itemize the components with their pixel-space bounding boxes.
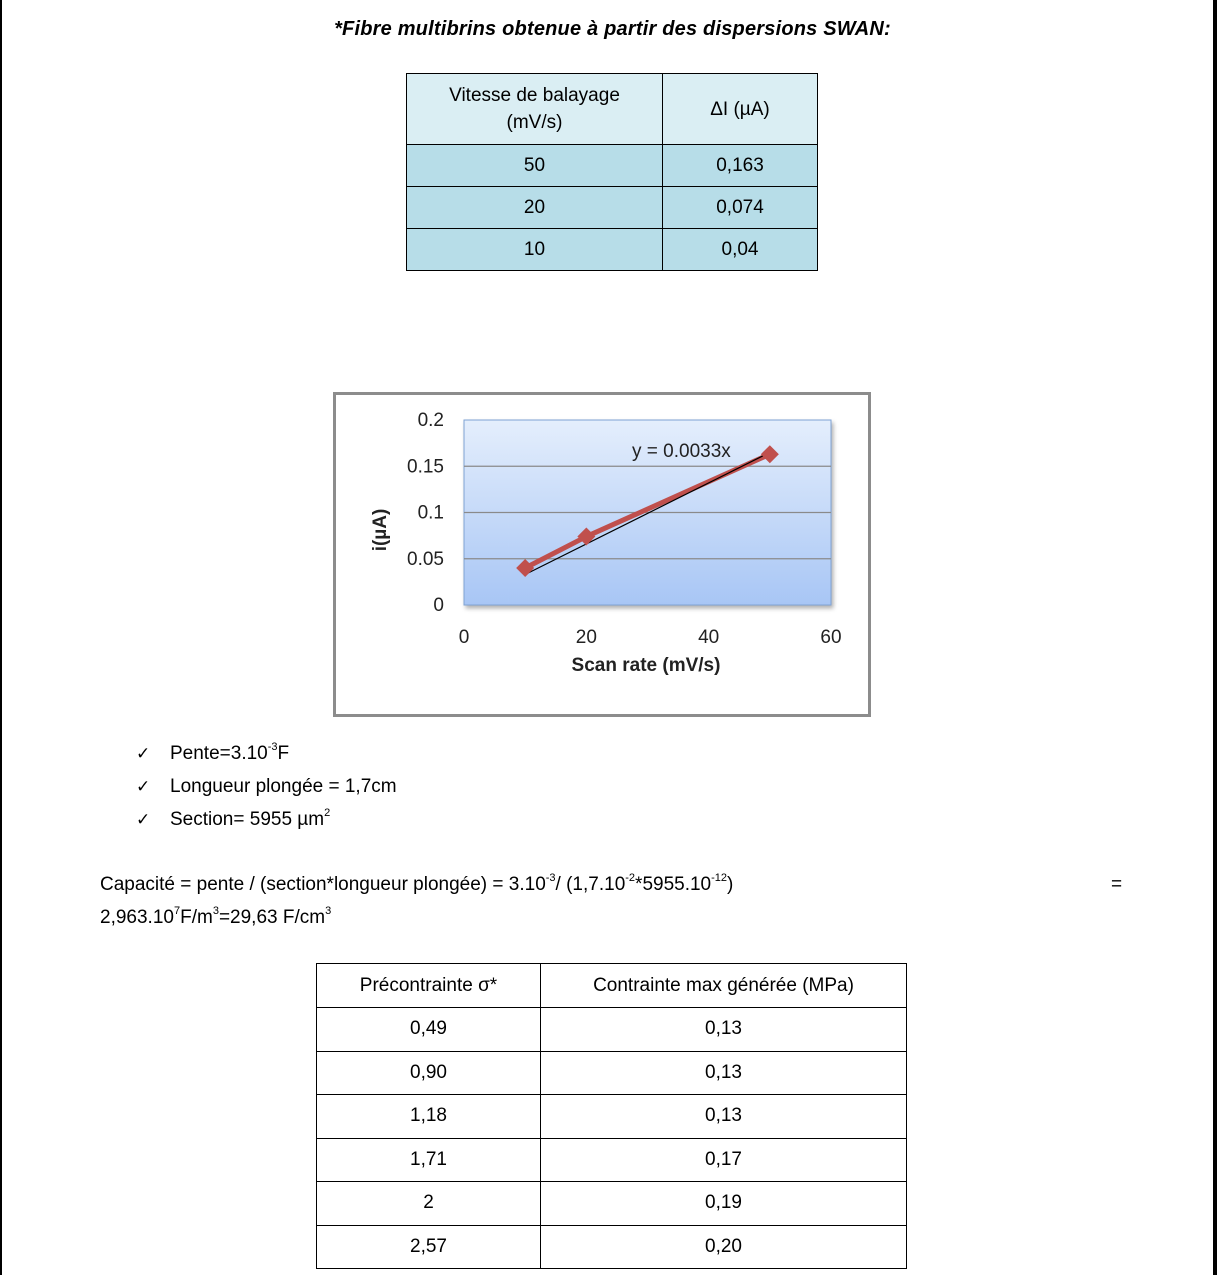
formula-part: / (1,7.10 [555, 874, 626, 895]
check-icon: ✓ [136, 744, 151, 763]
section-title: *Fibre multibrins obtenue à partir des dispersions SWAN: [334, 18, 891, 40]
header-scan-rate-line1: Vitesse de balayage [449, 85, 620, 106]
check-icon: ✓ [136, 810, 151, 829]
formula-sup: -3 [545, 872, 556, 884]
header-max-stress: Contrainte max générée (MPa) [541, 964, 907, 1008]
header-scan-rate [407, 74, 663, 145]
bullet-sup: -3 [267, 741, 278, 753]
cell-max-stress: 0,20 [541, 1225, 907, 1269]
y-axis-label: i(µA) [370, 508, 391, 552]
check-icon: ✓ [136, 777, 151, 796]
y-tick-label: 0.05 [407, 548, 444, 570]
cell-delta-i: 0,074 [663, 187, 818, 229]
trendline-equation: y = 0.0033x [632, 441, 731, 462]
cell-delta-i: 0,163 [663, 145, 818, 187]
formula-part: Capacité = pente / (section*longueur plongée) = 3.10 [100, 874, 546, 895]
chart-frame [333, 392, 871, 717]
bullet-text: Pente=3.10 [170, 743, 268, 764]
list-item [136, 806, 397, 839]
cell-max-stress: 0,19 [541, 1182, 907, 1226]
formula-sup: -12 [711, 872, 728, 884]
formula-part: F/m [180, 907, 213, 928]
y-tick-label: 0.1 [417, 502, 444, 524]
bullet-after: F [277, 743, 290, 764]
cell-delta-i: 0,04 [663, 229, 818, 271]
page-border-right [1213, 0, 1217, 1275]
formula-sup: -2 [625, 872, 636, 884]
cell-prestress: 2,57 [317, 1225, 541, 1269]
bullet-sup: 2 [324, 807, 331, 819]
formula-sup: 7 [173, 905, 181, 917]
y-tick-label: 0 [433, 595, 444, 616]
table-row [317, 1225, 907, 1269]
bullet-text: Section= 5955 µm [170, 809, 325, 830]
formula-equals: = [1111, 874, 1123, 895]
table-row [317, 1008, 907, 1052]
prestress-table [316, 963, 907, 1269]
cell-max-stress: 0,13 [541, 1095, 907, 1139]
table-row [317, 1138, 907, 1182]
formula-sup: 3 [212, 905, 219, 917]
bullet-text: Longueur plongée = 1,7cm [170, 776, 397, 797]
table-header-row [317, 964, 907, 1008]
cell-scan-rate: 50 [407, 145, 663, 187]
table-row [317, 1095, 907, 1139]
table-row [407, 145, 818, 187]
formula-sup: 3 [325, 905, 332, 917]
page-border-left [0, 0, 2, 1275]
list-item [136, 740, 397, 773]
cell-prestress: 1,71 [317, 1138, 541, 1182]
cell-prestress: 0,90 [317, 1051, 541, 1095]
x-tick-label: 40 [698, 627, 720, 648]
formula-part: *5955.10 [635, 874, 712, 895]
header-prestress: Précontrainte σ* [317, 964, 541, 1008]
table-row [407, 187, 818, 229]
parameter-list [136, 740, 397, 839]
capacity-result [100, 907, 331, 929]
cell-prestress: 0,49 [317, 1008, 541, 1052]
y-tick-label: 0.2 [417, 410, 444, 431]
capacity-formula [100, 874, 733, 896]
formula-part: =29,63 F/cm [218, 907, 326, 928]
cell-prestress: 2 [317, 1182, 541, 1226]
formula-part: 2,963.10 [100, 907, 174, 928]
cell-max-stress: 0,13 [541, 1051, 907, 1095]
cell-scan-rate: 20 [407, 187, 663, 229]
y-tick-label: 0.15 [407, 456, 444, 478]
header-scan-rate-line2: (mV/s) [506, 112, 563, 133]
cell-prestress: 1,18 [317, 1095, 541, 1139]
table-header-row [407, 74, 818, 145]
x-tick-label: 0 [458, 627, 470, 648]
x-tick-label: 60 [820, 627, 842, 648]
table-row [317, 1182, 907, 1226]
header-delta-i: ΔI (µA) [663, 74, 818, 145]
x-axis-label: Scan rate (mV/s) [571, 655, 721, 676]
table-row [407, 229, 818, 271]
cell-max-stress: 0,13 [541, 1008, 907, 1052]
list-item [136, 773, 397, 806]
scan-rate-table [406, 73, 818, 271]
formula-part: ) [727, 874, 734, 895]
cell-scan-rate: 10 [407, 229, 663, 271]
table-row [317, 1051, 907, 1095]
cell-max-stress: 0,17 [541, 1138, 907, 1182]
scan-rate-chart [336, 395, 868, 714]
x-tick-label: 20 [575, 627, 597, 648]
